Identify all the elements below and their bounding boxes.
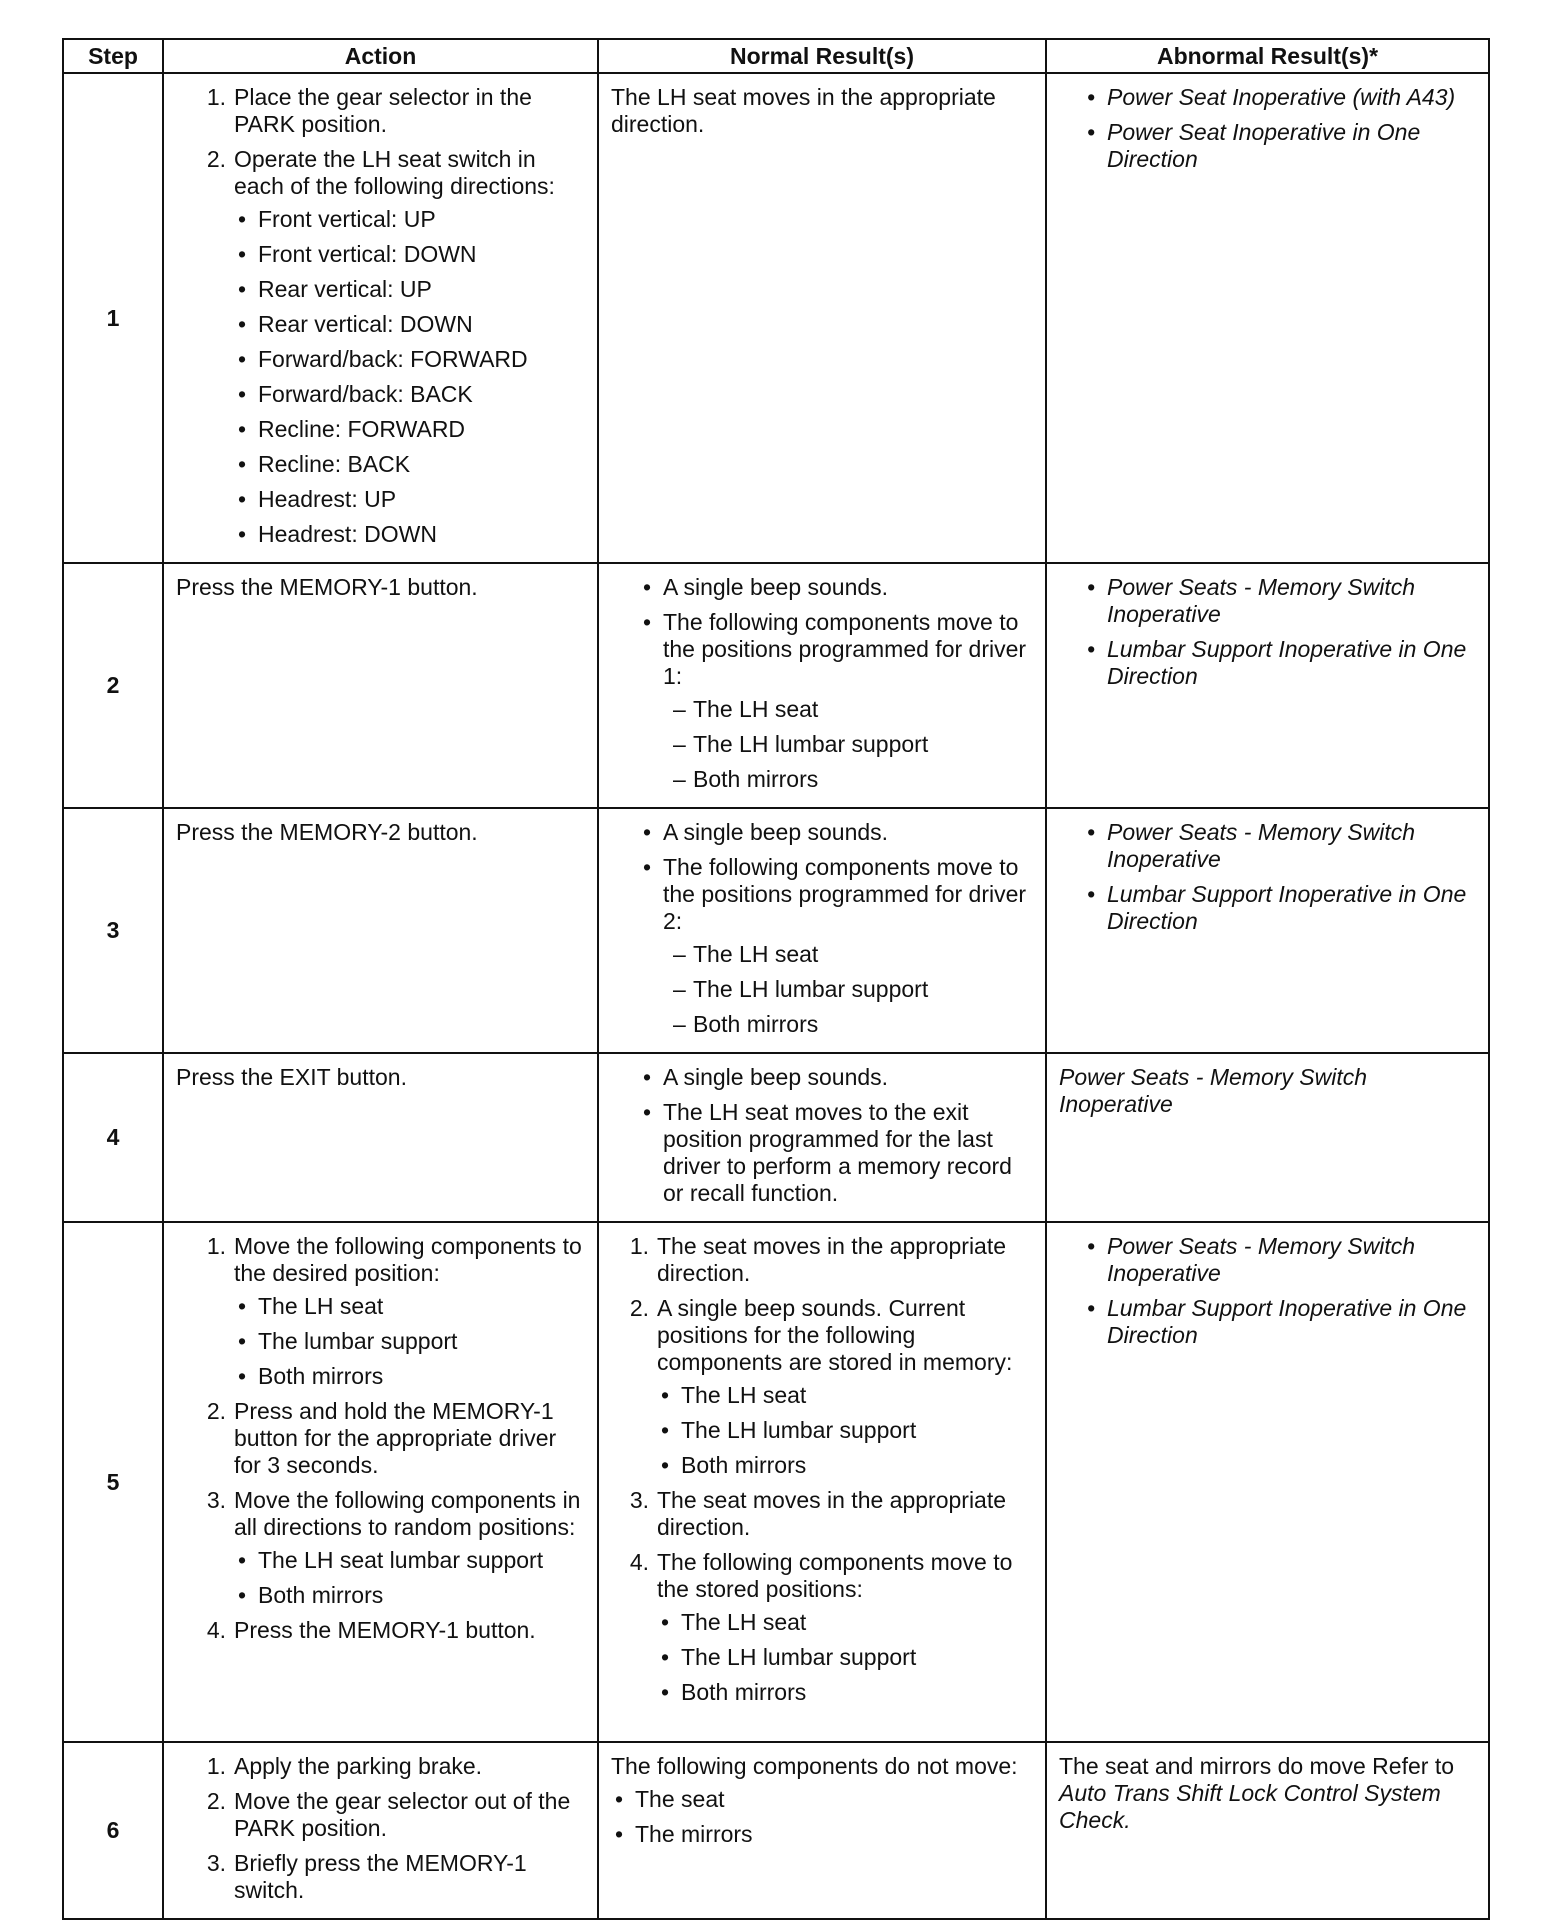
list-item: Apply the parking brake. <box>234 1753 483 1779</box>
table-row <box>63 1222 1489 1742</box>
header-step: Step <box>63 39 163 73</box>
list-item: Move the following components to the desired position: • The LH seat • The lumbar support • Both mirrors <box>234 1233 587 1390</box>
list-item: The seat moves in the appropriate direction. <box>657 1487 1007 1540</box>
list-item: A single beep sounds. Current positions for the following components are stored in memory: • The LH seat • The LH lumbar support • Both mirrors <box>657 1295 1035 1479</box>
header-row <box>63 39 1489 73</box>
normal-result-cell <box>598 1053 1046 1222</box>
list-item: • Both mirrors <box>657 1679 1035 1706</box>
abnormal-result-cell <box>1046 1742 1489 1919</box>
list-item: • Both mirrors <box>234 1582 587 1609</box>
list-item: • Both mirrors <box>657 1452 1035 1479</box>
abnormal-result-cell <box>1046 1222 1489 1742</box>
list-item: • A single beep sounds. <box>639 819 1035 846</box>
list-item: Move the following components in all directions to random positions: • The LH seat lumbar support • Both mirrors <box>234 1487 587 1609</box>
normal-result-text: The following components do not move: <box>611 1753 1018 1779</box>
normal-result-cell <box>598 563 1046 808</box>
list-item: • Forward/back: FORWARD <box>234 346 587 373</box>
procedure-table <box>62 38 1490 1920</box>
list-item: – The LH seat <box>673 941 1035 968</box>
step-number: 2 <box>63 563 163 808</box>
list-item: • Rear vertical: UP <box>234 276 587 303</box>
list-item: • A single beep sounds. <box>639 1064 1035 1091</box>
table-row <box>63 563 1489 808</box>
abnormal-result-link[interactable]: Auto Trans Shift Lock Control System Check. <box>1059 1780 1441 1833</box>
list-item: • Recline: FORWARD <box>234 416 587 443</box>
list-item: • The LH seat <box>234 1293 587 1320</box>
list-item: • Front vertical: DOWN <box>234 241 587 268</box>
list-item: • The LH seat moves to the exit position programmed for the last driver to perform a memory record or recall function. <box>639 1099 1035 1207</box>
list-item: • Front vertical: UP <box>234 206 587 233</box>
list-item: – Both mirrors <box>673 766 1035 793</box>
list-item: Move the gear selector out of the PARK position. <box>234 1788 571 1841</box>
normal-result-cell <box>598 1222 1046 1742</box>
list-item: • The LH seat <box>657 1609 1035 1636</box>
abnormal-result-link[interactable]: • Power Seat Inoperative in One Direction <box>1083 119 1478 173</box>
step-number: 3 <box>63 808 163 1053</box>
list-item: Operate the LH seat switch in each of the following directions: • Front vertical: UP • Front vertical: DOWN • Rear vertical: UP • Rear vertical: DOWN • Forward/back: FORWARD • Forward/back: BACK • Recline: FORWARD • Recline: BACK • Headrest: UP • Headrest: DOWN <box>234 146 587 548</box>
abnormal-result-link[interactable]: • Lumbar Support Inoperative in One Direction <box>1083 1295 1478 1349</box>
abnormal-result-cell <box>1046 1053 1489 1222</box>
table-row <box>63 808 1489 1053</box>
abnormal-result-link[interactable]: • Power Seats - Memory Switch Inoperative <box>1083 1233 1478 1287</box>
list-item: • A single beep sounds. <box>639 574 1035 601</box>
list-item: • Headrest: UP <box>234 486 587 513</box>
abnormal-result-link[interactable]: Power Seats - Memory Switch Inoperative <box>1059 1064 1368 1117</box>
list-item: Place the gear selector in the PARK position. <box>234 84 532 137</box>
list-item: • The LH lumbar support <box>657 1417 1035 1444</box>
abnormal-result-link[interactable]: • Power Seats - Memory Switch Inoperative <box>1083 574 1478 628</box>
action-text: Press the EXIT button. <box>176 1064 407 1090</box>
action-cell <box>163 1053 598 1222</box>
abnormal-result-cell <box>1046 808 1489 1053</box>
list-item: – The LH lumbar support <box>673 731 1035 758</box>
list-item: Briefly press the MEMORY-1 switch. <box>234 1850 527 1903</box>
list-item: Press and hold the MEMORY-1 button for the appropriate driver for 3 seconds. <box>234 1398 557 1478</box>
list-item: • Recline: BACK <box>234 451 587 478</box>
list-item: • The LH seat <box>657 1382 1035 1409</box>
normal-result-cell <box>598 73 1046 563</box>
list-item: – The LH seat <box>673 696 1035 723</box>
list-item: • The LH seat lumbar support <box>234 1547 587 1574</box>
action-cell <box>163 73 598 563</box>
list-item: • The lumbar support <box>234 1328 587 1355</box>
header-normal-results: Normal Result(s) <box>598 39 1046 73</box>
table-row <box>63 1742 1489 1919</box>
table-row <box>63 1053 1489 1222</box>
list-item: • The following components move to the positions programmed for driver 2: – The LH seat – The LH lumbar support – Both mirrors <box>639 854 1035 1038</box>
abnormal-result-link[interactable]: • Power Seat Inoperative (with A43) <box>1083 84 1478 111</box>
list-item: • Both mirrors <box>234 1363 587 1390</box>
list-item: – The LH lumbar support <box>673 976 1035 1003</box>
list-item: – Both mirrors <box>673 1011 1035 1038</box>
action-cell <box>163 1742 598 1919</box>
normal-result-cell <box>598 1742 1046 1919</box>
step-number: 1 <box>63 73 163 563</box>
step-number: 4 <box>63 1053 163 1222</box>
list-item: • The following components move to the positions programmed for driver 1: – The LH seat – The LH lumbar support – Both mirrors <box>639 609 1035 793</box>
abnormal-result-link[interactable]: • Lumbar Support Inoperative in One Direction <box>1083 636 1478 690</box>
action-text: Press the MEMORY-1 button. <box>176 574 478 600</box>
list-item: • Rear vertical: DOWN <box>234 311 587 338</box>
list-item: Press the MEMORY-1 button. <box>234 1617 536 1643</box>
step-number: 5 <box>63 1222 163 1742</box>
header-abnormal-results: Abnormal Result(s)* <box>1046 39 1489 73</box>
abnormal-result-cell <box>1046 73 1489 563</box>
abnormal-result-text: The seat and mirrors do move Refer to Auto Trans Shift Lock Control System Check. <box>1059 1753 1454 1833</box>
abnormal-result-cell <box>1046 563 1489 808</box>
list-item: The seat moves in the appropriate direction. <box>657 1233 1007 1286</box>
normal-result-cell <box>598 808 1046 1053</box>
list-item: • Headrest: DOWN <box>234 521 587 548</box>
action-cell <box>163 563 598 808</box>
normal-result-text: The LH seat moves in the appropriate direction. <box>611 84 996 137</box>
list-item: • The mirrors <box>611 1821 1035 1848</box>
list-item: • The seat <box>611 1786 1035 1813</box>
abnormal-result-link[interactable]: • Power Seats - Memory Switch Inoperative <box>1083 819 1478 873</box>
action-cell <box>163 1222 598 1742</box>
list-item: • The LH lumbar support <box>657 1644 1035 1671</box>
header-action: Action <box>163 39 598 73</box>
action-cell <box>163 808 598 1053</box>
table-row <box>63 73 1489 563</box>
action-text: Press the MEMORY-2 button. <box>176 819 478 845</box>
list-item: • Forward/back: BACK <box>234 381 587 408</box>
abnormal-result-link[interactable]: • Lumbar Support Inoperative in One Direction <box>1083 881 1478 935</box>
step-number: 6 <box>63 1742 163 1919</box>
list-item: The following components move to the stored positions: • The LH seat • The LH lumbar support • Both mirrors <box>657 1549 1035 1706</box>
